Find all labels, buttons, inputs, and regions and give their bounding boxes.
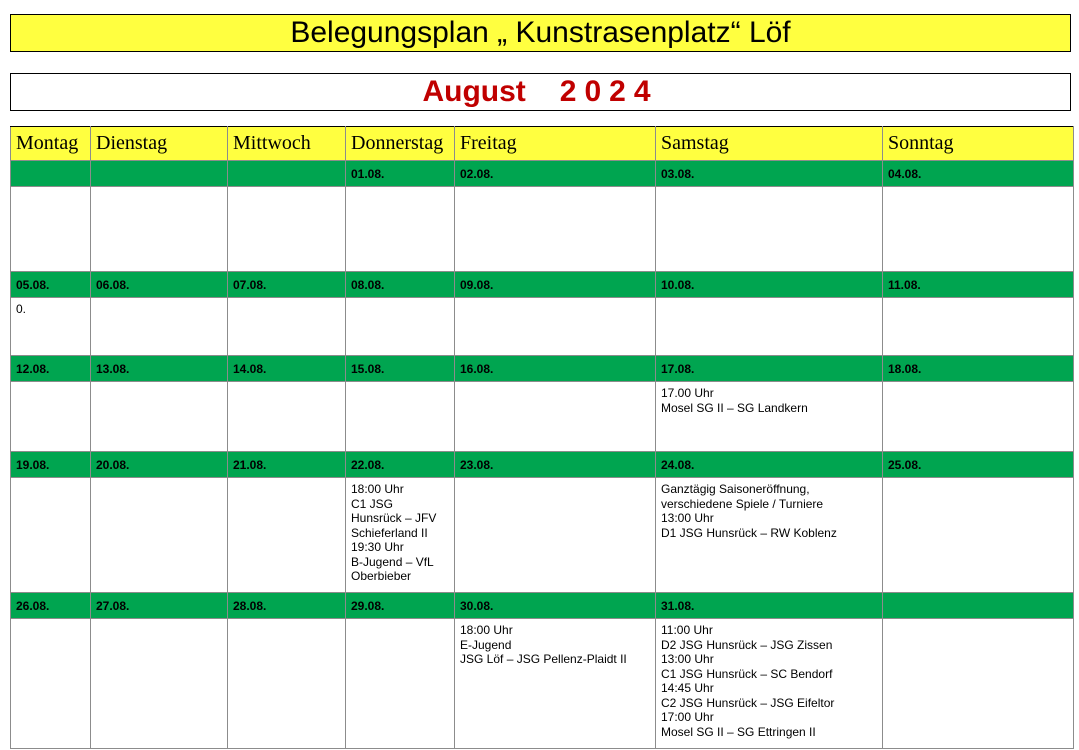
date-cell-saturday: 10.08. [656,272,883,298]
date-cell-wednesday: 21.08. [228,452,346,478]
entry-cell-friday [455,619,656,749]
entry-cell-friday [455,298,656,356]
entry-cell-thursday [346,478,455,593]
entry-line: C1 JSG [351,496,394,511]
entry-line: 18:00 Uhr [460,623,513,637]
entry-line: 11:00 Uhr [661,623,713,637]
entry-cell-sunday [883,619,1074,749]
entry-line: 14:45 Uhr [661,681,714,695]
entry-cell-thursday [346,382,455,452]
date-cell-friday: 16.08. [455,356,656,382]
entry-cell-tuesday [91,478,228,593]
entry-line: 13:00 Uhr [661,511,714,525]
date-row [11,161,1074,187]
date-cell-wednesday: 14.08. [228,356,346,382]
date-cell-thursday: 15.08. [346,356,455,382]
entry-line: C2 JSG Hunsrück – JSG Eifeltor [661,695,835,710]
entry-cell-monday [11,298,91,356]
weekday-header-tuesday: Dienstag [91,127,228,161]
entry-cell-monday [11,619,91,749]
entry-cell-tuesday [91,187,228,272]
entry-line: D1 JSG Hunsrück – RW Koblenz [661,525,837,540]
entry-line: 17.00 Uhr [661,386,714,400]
entry-cell-friday [455,382,656,452]
entry-cell-sunday [883,382,1074,452]
date-row [11,452,1074,478]
date-cell-tuesday: 27.08. [91,593,228,619]
date-cell-sunday: 04.08. [883,161,1074,187]
entry-line: 18:00 Uhr [351,482,404,496]
calendar-weeks [11,161,1074,749]
date-cell-sunday [883,593,1074,619]
entry-cell-wednesday [228,298,346,356]
date-cell-thursday: 08.08. [346,272,455,298]
entry-line: Schieferland II [351,525,428,540]
entry-line: B-Jugend – VfL [351,554,434,569]
entry-cell-thursday [346,187,455,272]
entry-cell-sunday [883,187,1074,272]
month-year: 2024 [559,75,659,108]
entry-cell-tuesday [91,382,228,452]
date-cell-tuesday: 06.08. [91,272,228,298]
date-row [11,272,1074,298]
plan-title: Belegungsplan „ Kunstrasenplatz“ Löf [10,14,1071,52]
entry-row [11,187,1074,272]
entry-cell-friday [455,478,656,593]
date-cell-monday: 05.08. [11,272,91,298]
date-cell-thursday: 22.08. [346,452,455,478]
entry-line: JSG Löf – JSG Pellenz-Plaidt II [460,652,627,666]
entry-cell-friday [455,187,656,272]
entry-line: 17:00 Uhr [661,710,714,724]
entry-cell-sunday [883,298,1074,356]
date-cell-friday: 23.08. [455,452,656,478]
entry-cell-wednesday [228,478,346,593]
entry-line: Oberbieber [351,569,412,583]
entry-cell-monday [11,478,91,593]
weekday-header-row [11,127,1074,161]
date-cell-monday: 26.08. [11,593,91,619]
weekday-header-monday: Montag [11,127,91,161]
entry-line: 19:30 Uhr [351,540,404,554]
calendar-table [10,126,1074,749]
weekday-header-saturday: Samstag [656,127,883,161]
entry-line: Mosel SG II – SG Ettringen II [661,724,816,739]
entry-cell-monday [11,187,91,272]
entry-line: Mosel SG II – SG Landkern [661,400,808,415]
weekday-header-friday: Freitag [455,127,656,161]
date-cell-sunday: 18.08. [883,356,1074,382]
entry-cell-tuesday [91,619,228,749]
date-cell-saturday: 24.08. [656,452,883,478]
date-cell-friday: 02.08. [455,161,656,187]
entry-cell-wednesday [228,619,346,749]
entry-row [11,382,1074,452]
entry-cell-tuesday [91,298,228,356]
entry-line: D2 JSG Hunsrück – JSG Zissen [661,637,833,652]
entry-cell-saturday [656,382,883,452]
entry-line: 0. [16,302,27,316]
entry-line: E-Jugend [460,637,512,652]
date-cell-friday: 09.08. [455,272,656,298]
date-cell-sunday: 11.08. [883,272,1074,298]
date-cell-wednesday: 07.08. [228,272,346,298]
entry-cell-saturday [656,478,883,593]
date-row [11,356,1074,382]
date-cell-sunday: 25.08. [883,452,1074,478]
entry-cell-sunday [883,478,1074,593]
entry-cell-saturday [656,619,883,749]
date-cell-monday [11,161,91,187]
entry-cell-monday [11,382,91,452]
date-cell-thursday: 29.08. [346,593,455,619]
date-cell-thursday: 01.08. [346,161,455,187]
date-cell-monday: 19.08. [11,452,91,478]
entry-row [11,478,1074,593]
date-cell-saturday: 31.08. [656,593,883,619]
date-cell-friday: 30.08. [455,593,656,619]
date-cell-saturday: 17.08. [656,356,883,382]
month-name: August [422,75,526,108]
entry-row [11,298,1074,356]
entry-line: Hunsrück – JFV [351,511,437,525]
entry-cell-thursday [346,298,455,356]
weekday-header-thursday: Donnerstag [346,127,455,161]
date-cell-tuesday: 13.08. [91,356,228,382]
entry-line: 13:00 Uhr [661,652,714,666]
entry-cell-saturday [656,187,883,272]
date-cell-saturday: 03.08. [656,161,883,187]
date-cell-tuesday: 20.08. [91,452,228,478]
date-cell-wednesday: 28.08. [228,593,346,619]
entry-line: Ganztägig Saisoneröffnung, [661,482,810,496]
entry-cell-thursday [346,619,455,749]
month-heading [10,73,1071,111]
date-cell-wednesday [228,161,346,187]
entry-cell-wednesday [228,382,346,452]
entry-line: C1 JSG Hunsrück – SC Bendorf [661,666,833,681]
date-cell-monday: 12.08. [11,356,91,382]
weekday-header-wednesday: Mittwoch [228,127,346,161]
entry-cell-wednesday [228,187,346,272]
entry-cell-saturday [656,298,883,356]
entry-line: verschiedene Spiele / Turniere [661,496,824,511]
date-row [11,593,1074,619]
entry-row [11,619,1074,749]
weekday-header-sunday: Sonntag [883,127,1074,161]
date-cell-tuesday [91,161,228,187]
